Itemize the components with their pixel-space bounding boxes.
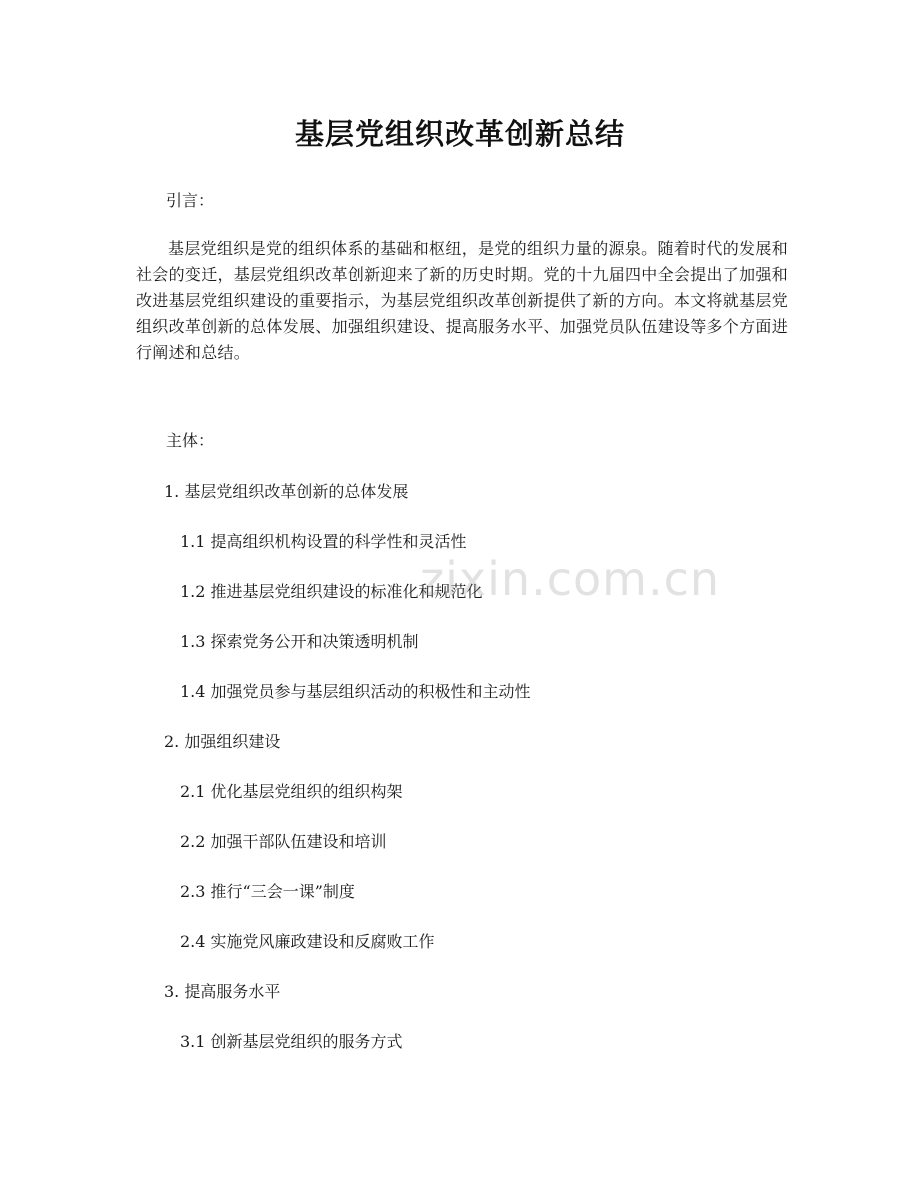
outline-item-1-1: 1.1 提高组织机构设置的科学性和灵活性 — [180, 532, 467, 551]
outline-item-1-2: 1.2 推进基层党组织建设的标准化和规范化 — [180, 582, 483, 601]
outline-item-2-1: 2.1 优化基层党组织的组织构架 — [180, 782, 403, 801]
outline-heading-1: 1. 基层党组织改革创新的总体发展 — [164, 482, 409, 501]
outline-item-1-3: 1.3 探索党务公开和决策透明机制 — [180, 632, 419, 651]
intro-paragraph: 基层党组织是党的组织体系的基础和枢纽，是党的组织力量的源泉。随着时代的发展和社会的变迁，基层党组织改革创新迎来了新的历史时期。党的十九届四中全会提出了加强和改进基层党组织建设的重要指示，为基层党组织改革创新提供了新的方向。本文将就基层党组织改革创新的总体发展、加强组织建设、提高服务水平、加强党员队伍建设等多个方面进行阐述和总结。 — [136, 239, 789, 362]
outline-item-2-4: 2.4 实施党风廉政建设和反腐败工作 — [180, 932, 435, 951]
intro-label: 引言： — [166, 191, 215, 210]
outline-heading-2: 2. 加强组织建设 — [164, 732, 281, 751]
outline-heading-3: 3. 提高服务水平 — [164, 982, 281, 1001]
outline-item-1-4: 1.4 加强党员参与基层组织活动的积极性和主动性 — [180, 682, 531, 701]
body-label: 主体： — [166, 431, 215, 450]
outline-item-2-3: 2.3 推行“三会一课”制度 — [180, 882, 355, 901]
document-title: 基层党组织改革创新总结 — [294, 117, 625, 151]
watermark: zixin.com.cn — [420, 552, 721, 606]
outline-item-3-1: 3.1 创新基层党组织的服务方式 — [180, 1032, 403, 1051]
outline-item-2-2: 2.2 加强干部队伍建设和培训 — [180, 832, 387, 851]
